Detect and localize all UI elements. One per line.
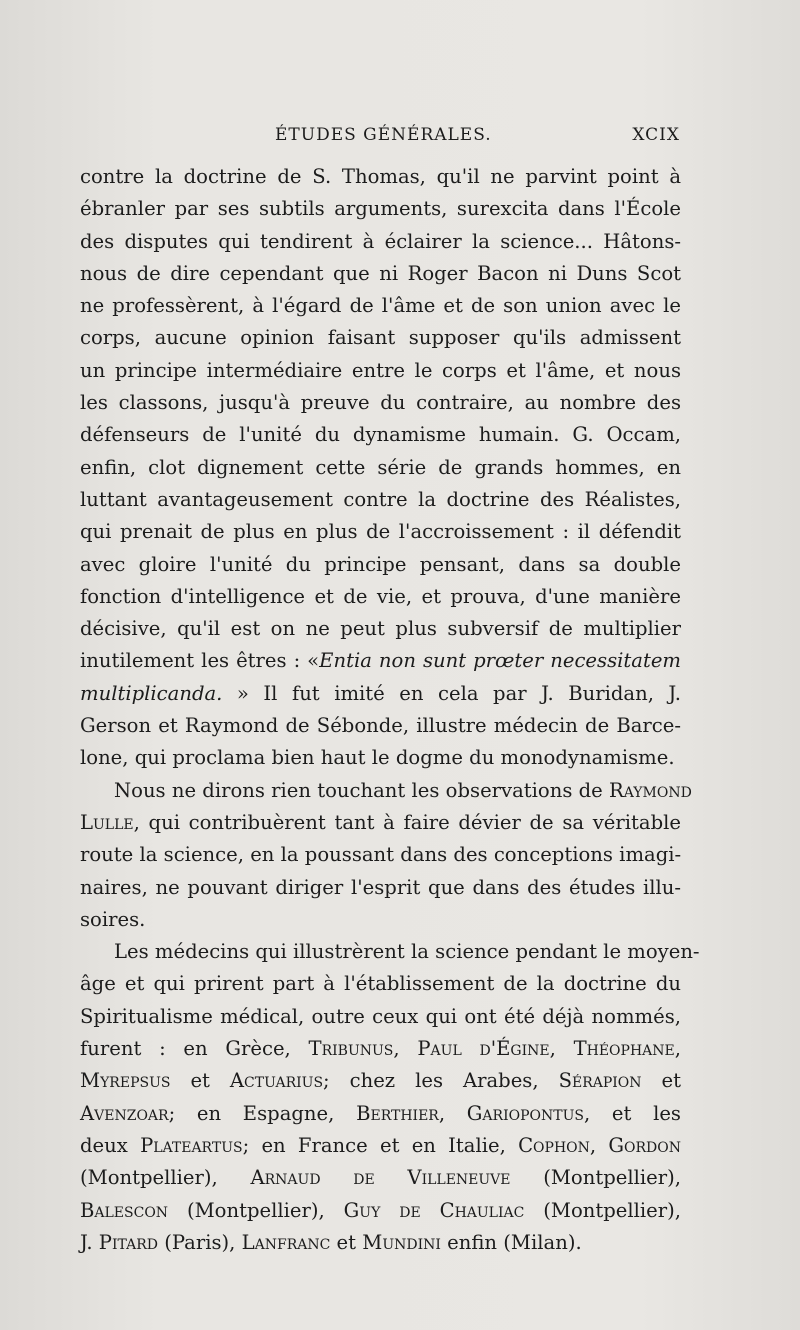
text-run: inutilement les êtres : « [80, 649, 320, 673]
text-line [80, 193, 681, 225]
proper-name: Avenzoar [80, 1101, 169, 1125]
proper-name: Raymond [608, 778, 692, 802]
text-line [80, 936, 700, 968]
text-line [80, 387, 681, 419]
text-run: ; en Espagne, [168, 1101, 357, 1125]
text-run: et [170, 1069, 230, 1093]
text-run: fonction d'intelligence et de vie, et prouva, d'une manière [80, 584, 681, 608]
text-line [80, 839, 681, 871]
text-line [80, 549, 681, 581]
text-run: nous de dire cependant que ni Roger Bacon ni Duns Scot [80, 261, 681, 285]
text-line [80, 1001, 681, 1033]
latin-quote: multiplicanda. [80, 681, 223, 705]
text-run: Nous ne dirons rien touchant les observations de [114, 778, 609, 802]
proper-name: Berthier [356, 1101, 439, 1125]
text-run: un principe intermédiaire entre le corps et l'âme, et nous [80, 358, 681, 382]
text-run: soires. [80, 907, 146, 931]
text-run: contre la doctrine de S. Thomas, qu'il ne parvint point à [80, 165, 681, 188]
text-line [80, 678, 681, 710]
text-run: décisive, qu'il est on ne peut plus subversif de multiplier [80, 617, 681, 641]
text-line [80, 161, 681, 193]
text-run: naires, ne pouvant diriger l'esprit que dans des études illu- [80, 875, 681, 899]
text-line [80, 872, 681, 904]
text-run: (Paris), [157, 1230, 242, 1254]
text-run: ébranler par ses subtils arguments, surexcita dans l'École [80, 197, 681, 221]
proper-name: Lulle [80, 810, 134, 834]
proper-name: Mundini [362, 1230, 441, 1254]
text-run: deux [80, 1133, 141, 1157]
text-line [80, 1098, 681, 1130]
text-run: enfin (Milan). [440, 1230, 582, 1254]
text-line [80, 1162, 681, 1194]
text-line [80, 1033, 681, 1065]
text-run: , [674, 1037, 681, 1061]
text-run: Gerson et Raymond de Sébonde, illustre médecin de Barce- [80, 714, 681, 738]
proper-name: Arnaud de Villeneuve [250, 1166, 511, 1190]
proper-name: Théophane [573, 1037, 675, 1061]
body-text [80, 161, 700, 1259]
text-line [80, 968, 681, 1000]
proper-name: Plateartus [140, 1133, 243, 1157]
text-run: ; en France et en Italie, [242, 1133, 519, 1157]
text-line [80, 484, 681, 516]
proper-name: Sérapion [558, 1069, 642, 1093]
text-run: luttant avantageusement contre la doctrine des Réalistes, [80, 487, 681, 511]
text-run: Spiritualisme médical, outre ceux qui ont été déjà nommés, [80, 1004, 681, 1028]
text-run: » Il fut imité en cela par J. Buridan, J. [222, 681, 681, 705]
proper-name: Pitard [98, 1230, 158, 1254]
text-run: Les médecins qui illustrèrent la science pendant le moyen- [114, 940, 700, 964]
text-run: enfin, clot dignement cette série de grands hommes, en [80, 455, 681, 479]
proper-name: Paul d'Égine [417, 1037, 550, 1061]
text-run: qui prenait de plus en plus de l'accroissement : il défendit [80, 520, 681, 544]
text-run: , [549, 1037, 574, 1061]
text-run: (Montpellier), [168, 1198, 344, 1222]
text-run: ; chez les Arabes, [323, 1069, 559, 1093]
text-run: et [330, 1230, 363, 1254]
text-line [80, 258, 681, 290]
text-line [80, 904, 681, 936]
text-line [80, 710, 681, 742]
proper-name: Gordon [608, 1133, 681, 1157]
text-run: , [589, 1133, 609, 1157]
text-line [80, 322, 681, 354]
proper-name: Guy de Chauliac [343, 1198, 525, 1222]
text-line [80, 516, 681, 548]
proper-name: Cophon [518, 1133, 590, 1157]
text-run: les classons, jusqu'à preuve du contraire, au nombre des [80, 391, 681, 415]
text-run: et [641, 1069, 681, 1093]
text-line [80, 419, 681, 451]
text-line [80, 1130, 681, 1162]
latin-quote: Entia non sunt prœter necessitatem [319, 649, 681, 673]
text-run: , [393, 1037, 418, 1061]
page-number: XCIX [632, 125, 680, 145]
text-run: (Montpellier), [524, 1198, 682, 1222]
text-run: (Montpellier), [510, 1166, 681, 1190]
text-run: âge et qui prirent part à l'établissement de la doctrine du [80, 972, 681, 996]
text-run: des disputes qui tendirent à éclairer la science... Hâtons- [80, 229, 681, 253]
text-run: , [438, 1101, 467, 1125]
text-line [80, 1195, 681, 1227]
text-line [80, 807, 681, 839]
text-line [80, 1227, 681, 1259]
text-line [80, 742, 681, 774]
text-line [80, 645, 681, 677]
proper-name: Balescon [80, 1198, 169, 1222]
text-run: avec gloire l'unité du principe pensant, dans sa double [80, 552, 681, 576]
proper-name: Tribunus [308, 1037, 394, 1061]
text-run: furent : en Grèce, [80, 1037, 309, 1061]
page-header [80, 125, 680, 151]
text-run: , qui contribuèrent tant à faire dévier de sa véritable [133, 810, 681, 834]
text-run: ne professèrent, à l'égard de l'âme et de son union avec le [80, 294, 681, 318]
proper-name: Actuarius [229, 1069, 324, 1093]
text-run: corps, aucune opinion faisant supposer qu'ils admissent [80, 326, 681, 350]
text-line [80, 355, 681, 387]
proper-name: Gariopontus [466, 1101, 584, 1125]
text-line [80, 775, 692, 807]
text-run: (Montpellier), [80, 1166, 251, 1190]
text-line [80, 613, 681, 645]
text-run: , et les [583, 1101, 681, 1125]
text-line [80, 290, 681, 322]
proper-name: Lanfranc [241, 1230, 331, 1254]
text-run: défenseurs de l'unité du dynamisme humain. G. Occam, [80, 423, 681, 447]
running-title: ÉTUDES GÉNÉRALES. [275, 125, 492, 145]
text-run: J. [80, 1230, 99, 1254]
text-line [80, 226, 681, 258]
text-line [80, 581, 681, 613]
proper-name: Myrepsus [80, 1069, 171, 1093]
text-line [80, 1065, 681, 1097]
text-run: lone, qui proclama bien haut le dogme du monodynamisme. [80, 746, 675, 770]
text-line [80, 452, 681, 484]
text-run: route la science, en la poussant dans des conceptions imagi- [80, 843, 682, 867]
